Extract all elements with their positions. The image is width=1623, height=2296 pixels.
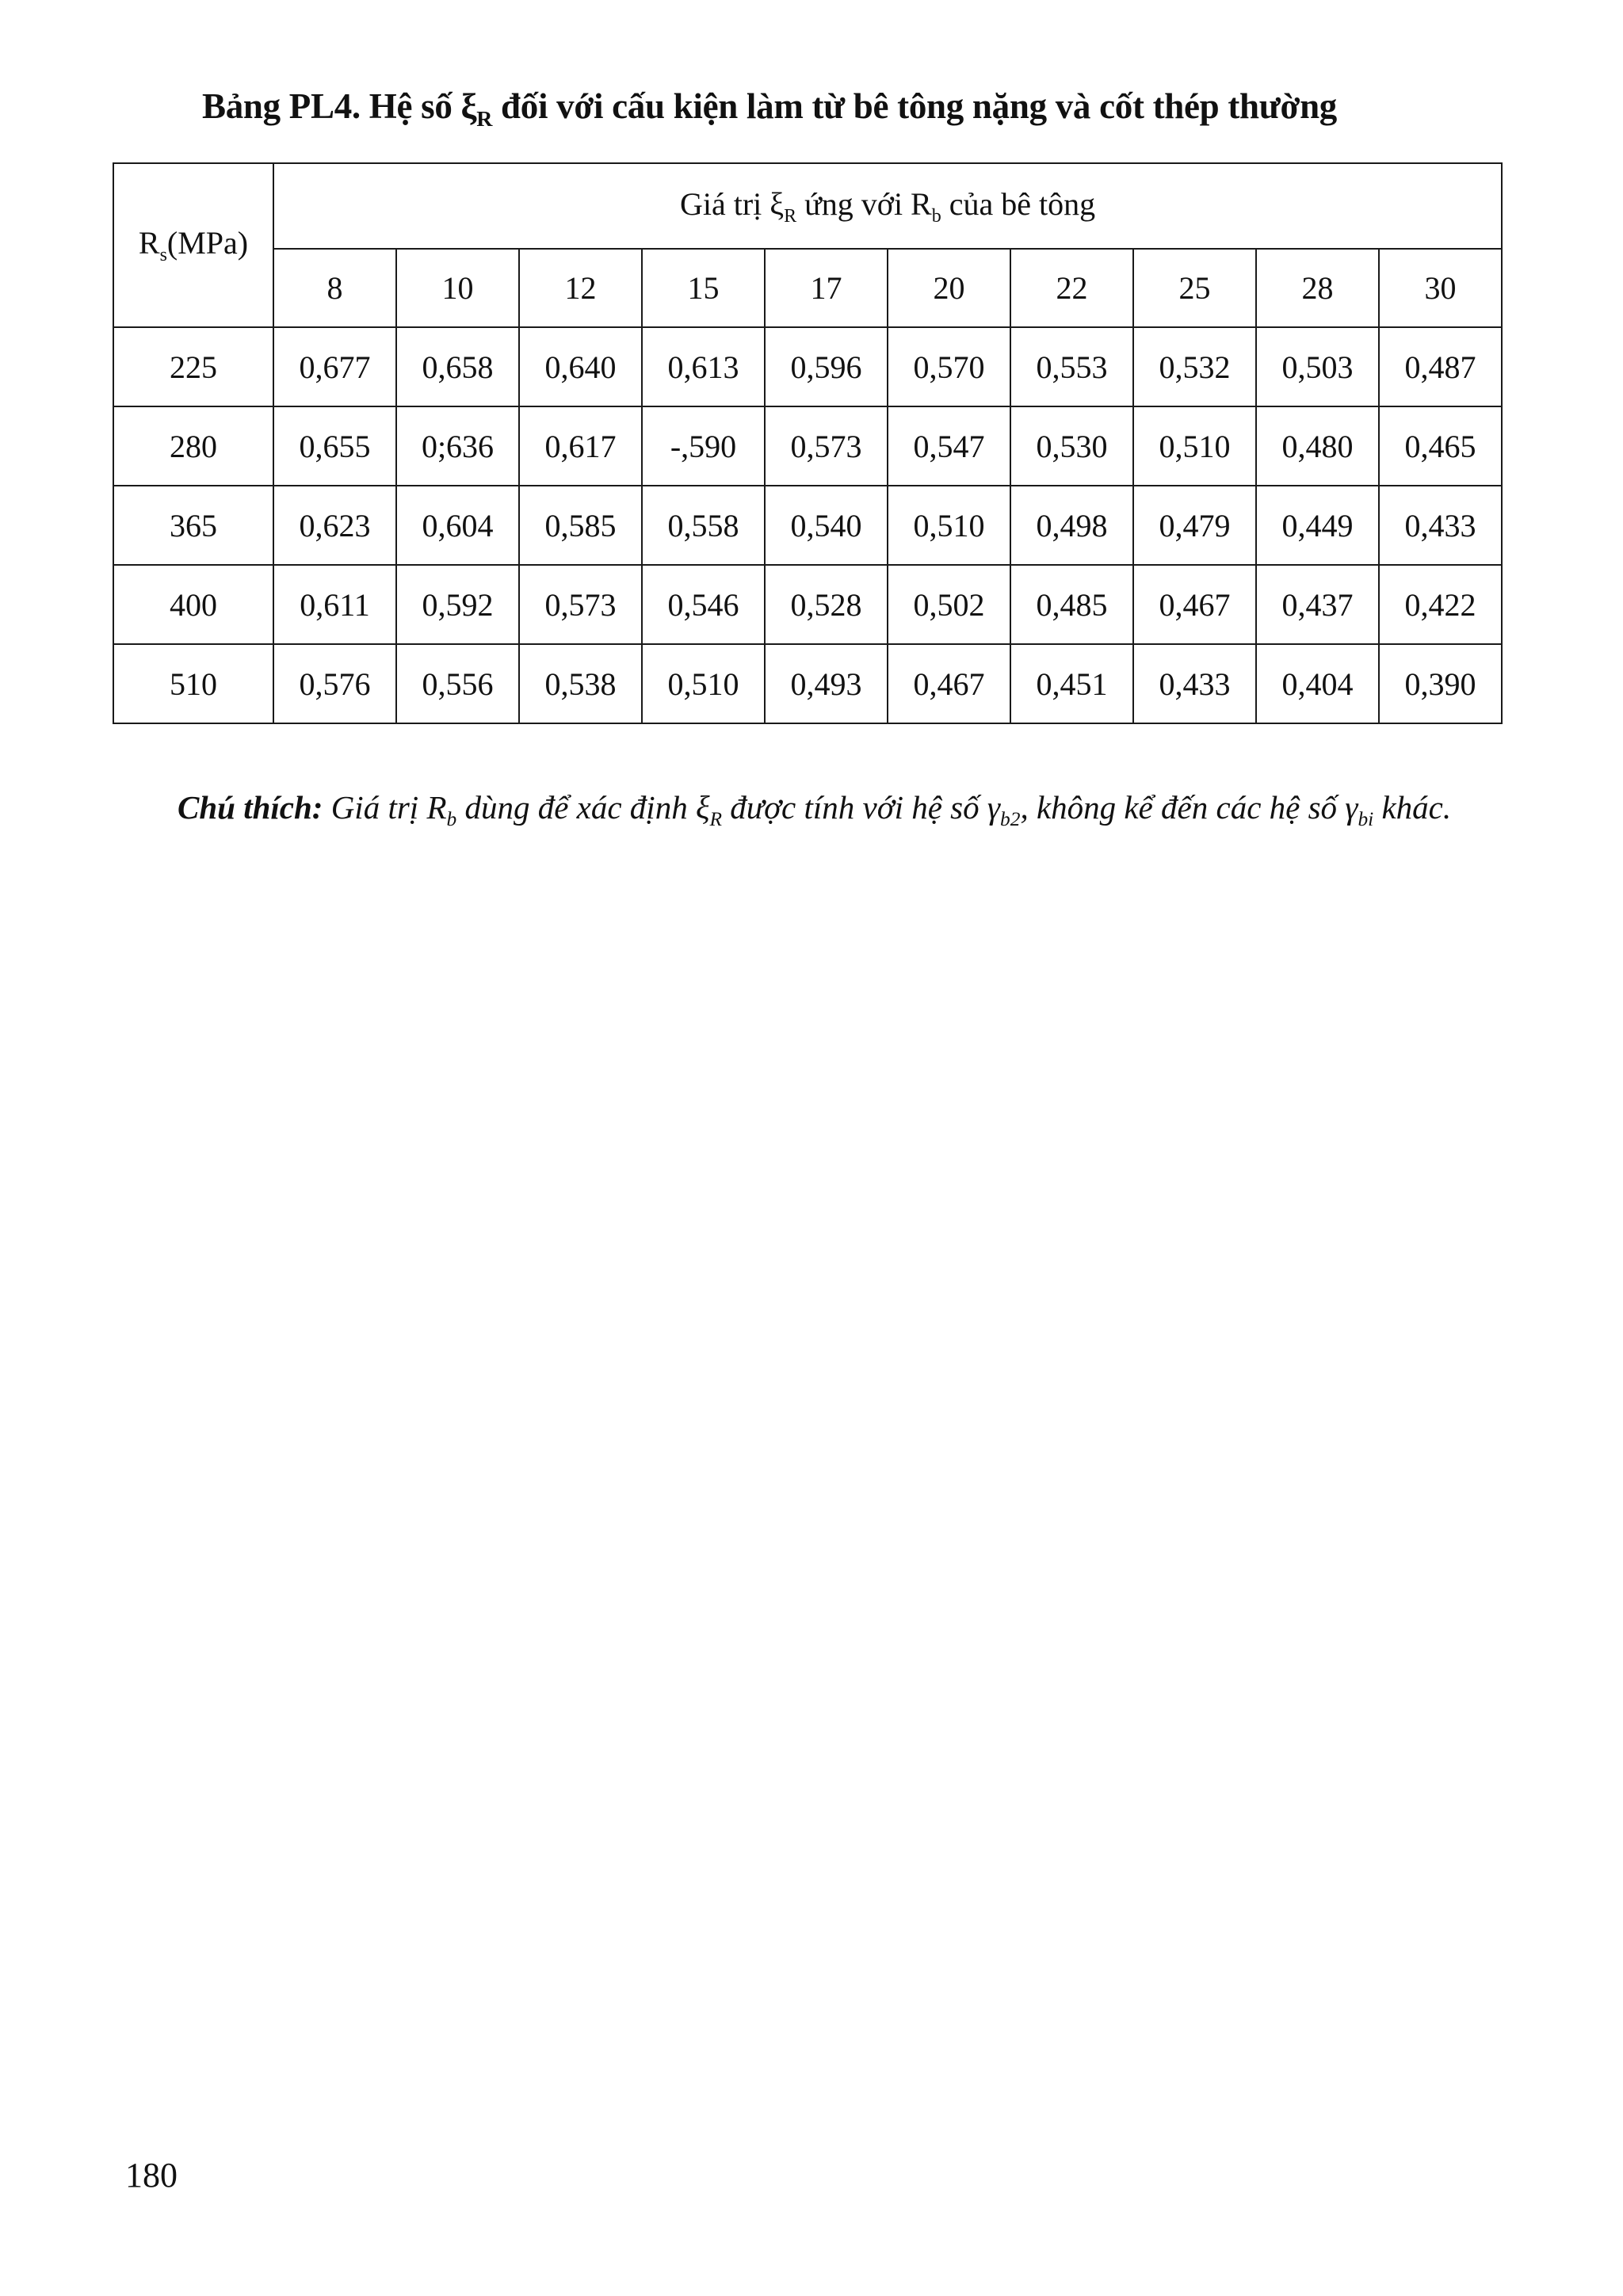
rb-column-header: 15 bbox=[642, 249, 765, 327]
xi-value-cell: 0,480 bbox=[1256, 406, 1379, 486]
footnote: Chú thích: Giá trị $R_b$ dùng để xác định $\xi_R$ được tính với hệ số $\gamma_{b2}$, không kể đến các hệ số $\gamma_{bi}$ khác. bbox=[178, 789, 1452, 831]
xi-value-cell: 0,510 bbox=[642, 644, 765, 723]
rs-value-cell: 280 bbox=[113, 406, 273, 486]
table-row bbox=[113, 406, 1502, 486]
xi-value-cell: 0,655 bbox=[273, 406, 396, 486]
rb-values-row bbox=[113, 249, 1502, 327]
xi-value-cell: 0;636 bbox=[396, 406, 519, 486]
xi-value-cell: 0,558 bbox=[642, 486, 765, 565]
rb-column-header: 20 bbox=[888, 249, 1010, 327]
rb-column-header: 30 bbox=[1379, 249, 1502, 327]
header-row bbox=[113, 163, 1502, 249]
rb-column-header: 8 bbox=[273, 249, 396, 327]
xi-value-cell: 0,617 bbox=[519, 406, 642, 486]
xi-value-cell: 0,576 bbox=[273, 644, 396, 723]
rb-column-header: 28 bbox=[1256, 249, 1379, 327]
xi-value-cell: 0,437 bbox=[1256, 565, 1379, 644]
xi-value-cell: 0,613 bbox=[642, 327, 765, 406]
rs-value-cell: 400 bbox=[113, 565, 273, 644]
rs-value-cell: 365 bbox=[113, 486, 273, 565]
xi-value-cell: 0,451 bbox=[1010, 644, 1133, 723]
xi-value-cell: 0,611 bbox=[273, 565, 396, 644]
xi-value-cell: -,590 bbox=[642, 406, 765, 486]
xi-value-cell: 0,546 bbox=[642, 565, 765, 644]
xi-value-cell: 0,528 bbox=[765, 565, 888, 644]
xi-value-cell: 0,658 bbox=[396, 327, 519, 406]
table-title: Bảng PL4. Hệ số $\xi_R$ đối với cấu kiện làm từ bê tông nặng và cốt thép thường bbox=[202, 86, 1337, 132]
xi-value-cell: 0,503 bbox=[1256, 327, 1379, 406]
table-row bbox=[113, 644, 1502, 723]
xi-value-cell: 0,604 bbox=[396, 486, 519, 565]
xi-value-cell: 0,677 bbox=[273, 327, 396, 406]
xi-value-cell: 0,596 bbox=[765, 327, 888, 406]
xi-value-cell: 0,449 bbox=[1256, 486, 1379, 565]
rb-column-header: 22 bbox=[1010, 249, 1133, 327]
rs-column-header: $R_s(MPa)$ bbox=[113, 163, 273, 327]
xi-value-cell: 0,465 bbox=[1379, 406, 1502, 486]
xi-value-cell: 0,498 bbox=[1010, 486, 1133, 565]
xi-value-cell: 0,530 bbox=[1010, 406, 1133, 486]
rb-column-header: 25 bbox=[1133, 249, 1256, 327]
xi-value-cell: 0,592 bbox=[396, 565, 519, 644]
xi-value-cell: 0,422 bbox=[1379, 565, 1502, 644]
page-number: 180 bbox=[125, 2156, 178, 2195]
xi-value-cell: 0,640 bbox=[519, 327, 642, 406]
rb-column-header: 10 bbox=[396, 249, 519, 327]
xi-value-cell: 0,433 bbox=[1133, 644, 1256, 723]
xi-value-cell: 0,570 bbox=[888, 327, 1010, 406]
rb-column-header: 17 bbox=[765, 249, 888, 327]
rs-value-cell: 225 bbox=[113, 327, 273, 406]
xi-value-cell: 0,510 bbox=[888, 486, 1010, 565]
xi-value-cell: 0,623 bbox=[273, 486, 396, 565]
rb-group-header: Giá trị $\xi_R$ ứng với $R_b$ của bê tông bbox=[273, 163, 1502, 249]
xi-value-cell: 0,573 bbox=[765, 406, 888, 486]
rb-column-header: 12 bbox=[519, 249, 642, 327]
rs-value-cell: 510 bbox=[113, 644, 273, 723]
xi-value-cell: 0,485 bbox=[1010, 565, 1133, 644]
xi-value-cell: 0,573 bbox=[519, 565, 642, 644]
table-row bbox=[113, 327, 1502, 406]
xi-value-cell: 0,538 bbox=[519, 644, 642, 723]
xi-value-cell: 0,467 bbox=[1133, 565, 1256, 644]
xi-r-table bbox=[113, 162, 1503, 724]
xi-value-cell: 0,532 bbox=[1133, 327, 1256, 406]
xi-value-cell: 0,553 bbox=[1010, 327, 1133, 406]
xi-value-cell: 0,404 bbox=[1256, 644, 1379, 723]
xi-value-cell: 0,467 bbox=[888, 644, 1010, 723]
xi-value-cell: 0,556 bbox=[396, 644, 519, 723]
xi-value-cell: 0,479 bbox=[1133, 486, 1256, 565]
xi-value-cell: 0,585 bbox=[519, 486, 642, 565]
xi-value-cell: 0,433 bbox=[1379, 486, 1502, 565]
xi-value-cell: 0,493 bbox=[765, 644, 888, 723]
xi-value-cell: 0,390 bbox=[1379, 644, 1502, 723]
xi-value-cell: 0,502 bbox=[888, 565, 1010, 644]
xi-value-cell: 0,540 bbox=[765, 486, 888, 565]
xi-value-cell: 0,510 bbox=[1133, 406, 1256, 486]
xi-value-cell: 0,487 bbox=[1379, 327, 1502, 406]
table-row bbox=[113, 486, 1502, 565]
table-row bbox=[113, 565, 1502, 644]
xi-value-cell: 0,547 bbox=[888, 406, 1010, 486]
